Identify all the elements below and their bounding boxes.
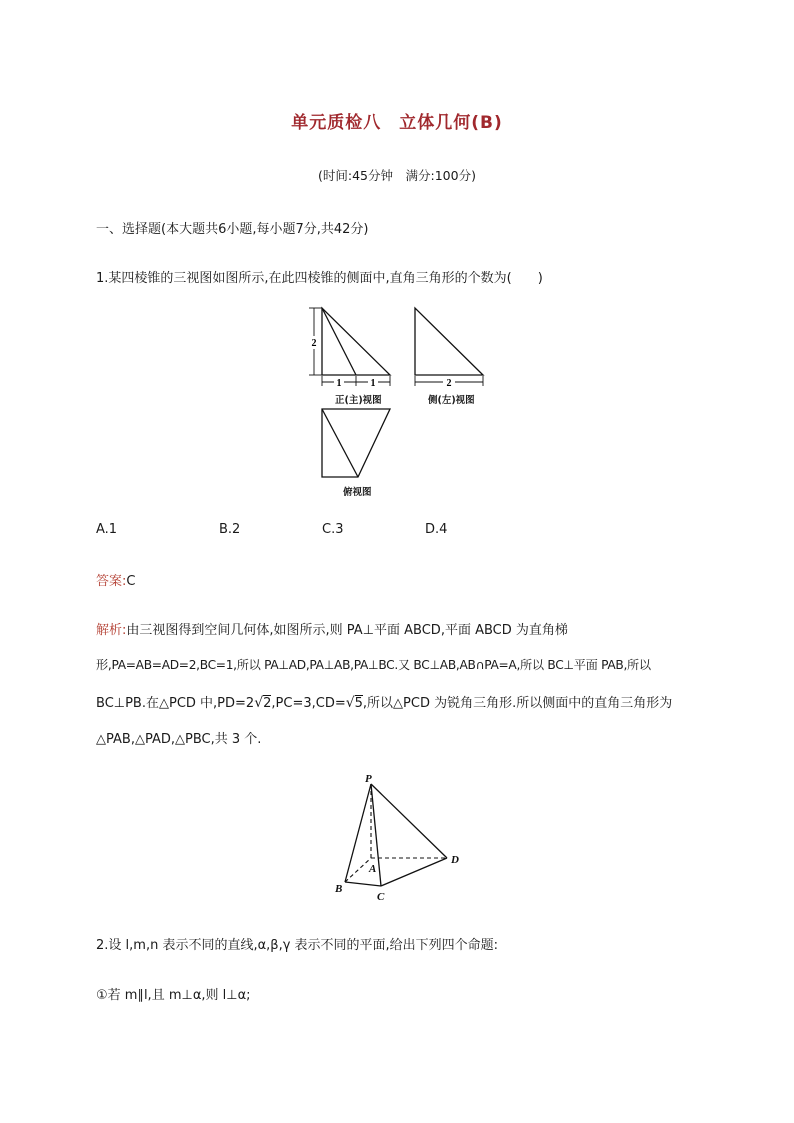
answer-line bbox=[96, 570, 135, 589]
section-header: 一、选择题(本大题共6小题,每小题7分,共42分) bbox=[96, 222, 369, 237]
page-title: 单元质检八 立体几何(B) bbox=[291, 113, 503, 133]
top-view-figure bbox=[318, 405, 398, 483]
dim-left-label: 1 bbox=[336, 378, 342, 389]
time-score-info: (时间:45分钟 满分:100分) bbox=[318, 168, 476, 183]
edge-pd bbox=[371, 784, 447, 858]
top-view-diagonal bbox=[322, 409, 358, 477]
vertex-b-label: B bbox=[335, 883, 343, 895]
edge-pb bbox=[345, 784, 371, 882]
vertex-p-label: P bbox=[365, 773, 372, 785]
side-view-outline bbox=[415, 308, 483, 375]
sqrt-5: 5 bbox=[354, 696, 363, 711]
question-2-stem: 2.设 l,m,n 表示不同的直线,α,β,γ 表示不同的平面,给出下列四个命题: bbox=[96, 938, 499, 953]
answer-value: C bbox=[126, 574, 136, 589]
edge-cd bbox=[381, 858, 447, 886]
sqrt-2: 2 bbox=[263, 696, 272, 711]
top-view-label: 俯视图 bbox=[343, 487, 372, 498]
question-2-item-1: ①若 m∥l,且 m⊥α,则 l⊥α; bbox=[96, 988, 251, 1003]
vertex-d-label: D bbox=[451, 854, 459, 866]
option-d: D.4 bbox=[425, 522, 448, 537]
side-view-label: 侧(左)视图 bbox=[428, 395, 475, 406]
option-a: A.1 bbox=[96, 522, 118, 537]
front-view-outline bbox=[322, 308, 390, 375]
vertex-a-label: A bbox=[369, 863, 377, 875]
dim-right-label: 1 bbox=[370, 378, 376, 389]
analysis-line-1: 解析:由三视图得到空间几何体,如图所示,则 PA⊥平面 ABCD,平面 ABCD 为直角梯 bbox=[96, 623, 568, 638]
vertex-c-label: C bbox=[377, 891, 385, 903]
analysis-line-3: BC⊥PB.在△PCD 中,PD=2√2,PC=3,CD=√5,所以△PCD 为锐角三角形.所以侧面中的直角三角形为 bbox=[96, 695, 673, 711]
top-view-outline bbox=[322, 409, 390, 477]
option-b: B.2 bbox=[219, 522, 241, 537]
analysis-label: 解析: bbox=[96, 623, 127, 638]
front-view-inner-edge bbox=[322, 308, 356, 375]
front-view-label: 正(主)视图 bbox=[335, 395, 382, 406]
answer-label: 答案: bbox=[96, 574, 127, 589]
dim-height-label: 2 bbox=[311, 338, 317, 349]
question-1-stem: 1.某四棱锥的三视图如图所示,在此四棱锥的侧面中,直角三角形的个数为( ) bbox=[96, 271, 543, 286]
pyramid-figure bbox=[325, 770, 475, 910]
option-c: C.3 bbox=[322, 522, 344, 537]
edge-bc bbox=[345, 882, 381, 886]
analysis-line-2: 形,PA=AB=AD=2,BC=1,所以 PA⊥AD,PA⊥AB,PA⊥BC.又 BC⊥AB,AB∩PA=A,所以 BC⊥平面 PAB,所以 bbox=[96, 658, 651, 672]
dim-side-label: 2 bbox=[446, 378, 452, 389]
edge-ab-hidden bbox=[345, 858, 371, 882]
analysis-line-4: △PAB,△PAD,△PBC,共 3 个. bbox=[96, 732, 262, 747]
